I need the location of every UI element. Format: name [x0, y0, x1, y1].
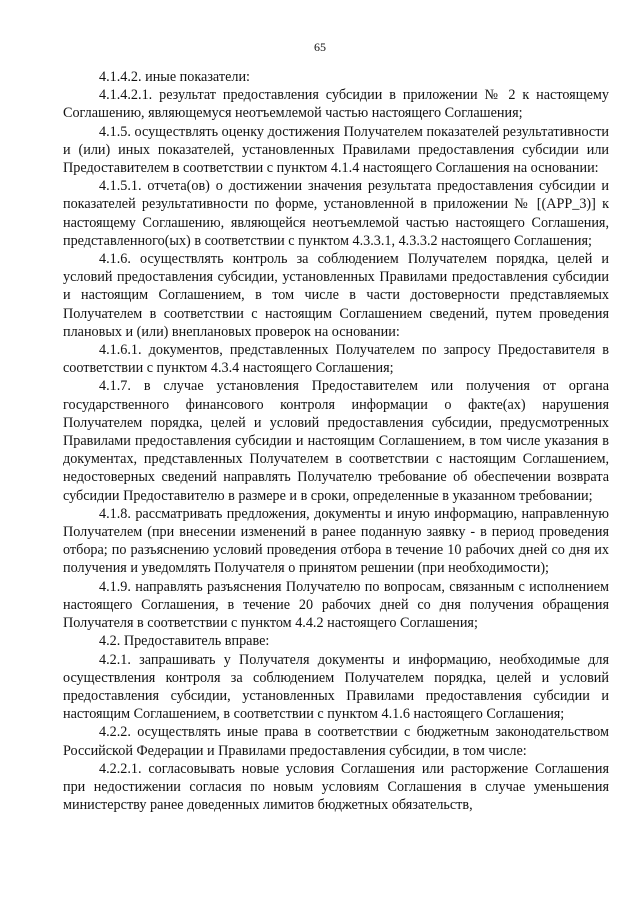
page-number: 65	[314, 40, 326, 54]
paragraph-4-1-6-1: 4.1.6.1. документов, представленных Получателем по запросу Предоставителя в соответствии с пунктом 4.3.4 настоящего Соглашения;	[63, 342, 609, 377]
paragraph-4-2-2: 4.2.2. осуществлять иные права в соответствии с бюджетным законодательством Российской Федерации и Правилами предоставления субсидии, в том числе:	[63, 724, 609, 759]
paragraph-4-1-8: 4.1.8. рассматривать предложения, документы и иную информацию, направленную Получателем (при внесении изменений в ранее поданную заявку - в период проведения отбора; по разъяснению условий проведения отбора в течение 10 рабочих дней со дня их получения и уведомлять Получателя о принятом решении (при необходимости);	[63, 505, 609, 577]
paragraph-4-1-4-2: 4.1.4.2. иные показатели:	[99, 69, 250, 85]
paragraph-4-2: 4.2. Предоставитель вправе:	[99, 633, 270, 650]
paragraph-4-1-6: 4.1.6. осуществлять контроль за соблюдением Получателем порядка, целей и условий предоставления субсидии, установленных Правилами предоставления субсидии и настоящим Соглашением, в том числе в части достоверности представляемых Получателем в соответствии с настоящим Соглашением сведений, путем проведения плановых и (или) внеплановых проверок на основании:	[63, 251, 609, 340]
paragraph-4-2-1: 4.2.1. запрашивать у Получателя документы и информацию, необходимые для осуществления контроля за соблюдением Получателем порядка, целей и условий предоставления субсидии, установленных Правилами предоставления субсидии и настоящим Соглашением, в соответствии с пунктом 4.1.6 настоящего Соглашения;	[63, 651, 609, 723]
document-body	[63, 68, 609, 814]
paragraph-4-1-7: 4.1.7. в случае установления Предоставителем или получения от органа государственного финансового контроля информации о факте(ах) нарушения Получателем порядка, целей и условий предоставления субсидии, предусмотренных Правилами предоставления субсидии и настоящим Соглашением, в том числе указания в документах, представленных Получателем в соответствии с настоящим Соглашением, недостоверных сведений направлять Получателю требование об обеспечении возврата субсидии Предоставителю в размере и в сроки, определенные в указанном требовании;	[63, 378, 609, 504]
paragraph-4-2-2-1: 4.2.2.1. согласовывать новые условия Соглашения или расторжение Соглашения при недостижении согласия по новым условиям Соглашения в случае уменьшения министерству ранее доведенных лимитов бюджетных обязательств,	[63, 760, 609, 814]
paragraph-4-1-5-1: 4.1.5.1. отчета(ов) о достижении значения результата предоставления субсидии и показателей результативности по форме, установленной в приложении № [(APP_3)] к настоящему Соглашению, являющейся неотъемлемой частью настоящего Соглашения, представленного(ых) в соответствии с пунктом 4.3.3.1, 4.3.3.2 настоящего Соглашения;	[63, 178, 609, 249]
paragraph-4-1-9: 4.1.9. направлять разъяснения Получателю по вопросам, связанным с исполнением настоящего Соглашения, в течение 20 рабочих дней со дня получения обращения Получателя в соответствии с пунктом 4.4.2 настоящего Соглашения;	[63, 578, 609, 632]
paragraph-4-1-4-2-1: 4.1.4.2.1. результат предоставления субсидии в приложении № 2 к настоящему Соглашению, являющемуся неотъемлемой частью настоящего Соглашения;	[63, 87, 609, 122]
paragraph-4-1-5: 4.1.5. осуществлять оценку достижения Получателем показателей результативности и (или) иных показателей, установленных Правилами предоставления субсидии или Предоставителем в соответствии с пунктом 4.1.4 настоящего Соглашения на основании:	[63, 123, 609, 177]
